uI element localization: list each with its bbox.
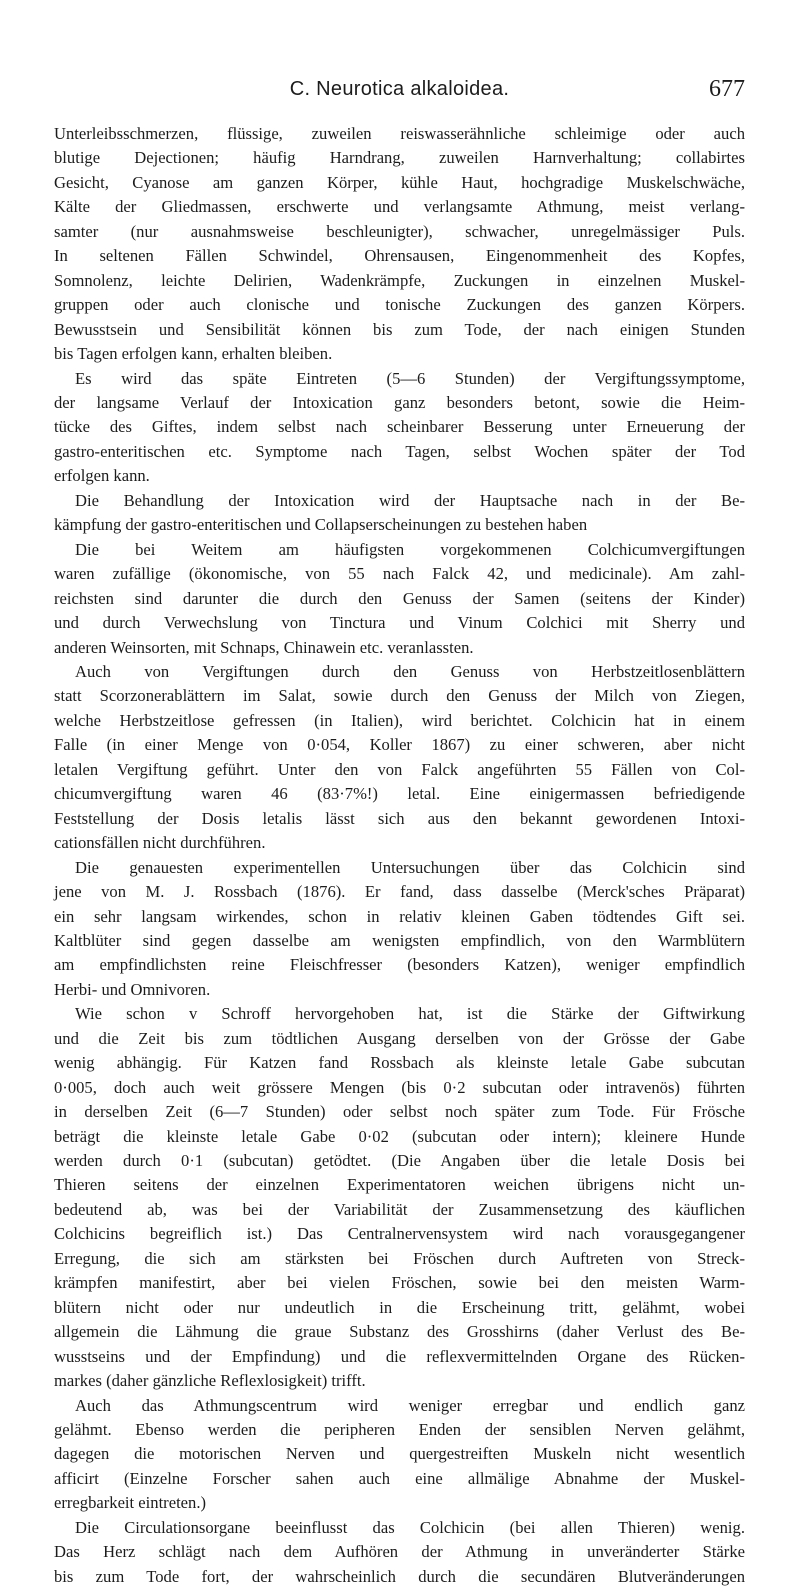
text-line: gastro-enteritischen etc. Symptome nach Tagen, selbst Wochen später der Tod: [54, 441, 745, 461]
text-line: Gesicht, Cyanose am ganzen Körper, kühle Haut, hochgradige Muskelschwäche,: [54, 172, 745, 192]
text-line: Auch von Vergiftungen durch den Genuss von Herbstzeitlosenblättern: [75, 661, 745, 681]
text-line: letalen Vergiftung geführt. Unter den von Falck angeführten 55 Fällen von Col-: [54, 759, 745, 779]
text-line: chicumvergiftung waren 46 (83·7%!) letal. Eine einigermassen befriedigende: [54, 784, 745, 804]
text-line: Falle (in einer Menge von 0·054, Koller 1867) zu einer schweren, aber nicht: [54, 735, 745, 755]
text-line: werden durch 0·1 (subcutan) getödtet. (Die Angaben über die letale Dosis bei: [54, 1151, 745, 1171]
text-line: tücke des Giftes, indem selbst nach scheinbarer Besserung unter Erneuerung der: [54, 417, 745, 437]
text-line: erregbarkeit eintreten.): [54, 1493, 207, 1513]
text-line: Wie schon v Schroff hervorgehoben hat, ist die Stärke der Giftwirkung: [75, 1004, 745, 1024]
page-number: 677: [709, 76, 745, 102]
text-line: welche Herbstzeitlose gefressen (in Italien), wird berichtet. Colchicin hat in einem: [54, 710, 745, 730]
text-line: kämpfung der gastro-enteritischen und Collapserscheinungen zu bestehen haben: [54, 515, 588, 535]
text-line: gelähmt. Ebenso werden die peripheren Enden der sensiblen Nerven gelähmt,: [54, 1420, 745, 1440]
text-line: am empfindlichsten reine Fleischfresser (besonders Katzen), weniger empfindlich: [54, 955, 745, 975]
text-line: Die bei Weitem am häufigsten vorgekommenen Colchicumvergiftungen: [75, 539, 745, 559]
text-line: Thieren seitens der einzelnen Experimentatoren weichen übrigens nicht un-: [54, 1175, 745, 1195]
text-line: 0·005, doch auch weit grössere Mengen (bis 0·2 subcutan oder intravenös) führten: [54, 1077, 745, 1097]
text-line: und durch Verwechslung von Tinctura und Vinum Colchici mit Sherry und: [54, 613, 745, 633]
text-line: und die Zeit bis zum tödtlichen Ausgang derselben von der Grösse der Gabe: [54, 1028, 745, 1048]
text-line: blütern nicht oder nur undeutlich in die Erscheinung tritt, gelähmt, wobei: [54, 1297, 745, 1317]
text-line: samter (nur ausnahmsweise beschleunigter), schwacher, unregelmässiger Puls.: [54, 221, 745, 241]
text-line: Feststellung der Dosis letalis lässt sich aus den bekannt gewordenen Intoxi-: [54, 808, 745, 828]
text-line: gruppen oder auch clonische und tonische Zuckungen des ganzen Körpers.: [54, 295, 745, 315]
text-line: der langsame Verlauf der Intoxication ganz besonders betont, sowie die Heim-: [54, 392, 745, 412]
text-line: statt Scorzonerablättern im Salat, sowie durch den Genuss der Milch von Ziegen,: [54, 686, 745, 706]
text-line: markes (daher gänzliche Reflexlosigkeit) trifft.: [54, 1371, 366, 1391]
text-line: Die genauesten experimentellen Untersuchungen über das Colchicin sind: [75, 857, 745, 877]
text-line: beträgt die kleinste letale Gabe 0·02 (subcutan oder intern); kleinere Hunde: [54, 1126, 745, 1146]
text-line: jene von M. J. Rossbach (1876). Er fand, dass dasselbe (Merck'sches Präparat): [54, 882, 745, 902]
text-line: bis zum Tode fort, der wahrscheinlich durch die secundären Blutveränderungen: [54, 1566, 745, 1586]
text-line: In seltenen Fällen Schwindel, Ohrensausen, Eingenommenheit des Kopfes,: [54, 246, 745, 266]
text-line: blutige Dejectionen; häufig Harndrang, zuweilen Harnverhaltung; collabirtes: [54, 148, 745, 168]
text-line: in derselben Zeit (6—7 Stunden) oder selbst noch später zum Tode. Für Frösche: [54, 1102, 745, 1122]
text-line: Erregung, die sich am stärksten bei Fröschen durch Auftreten von Streck-: [54, 1248, 745, 1268]
section-title: C. Neurotica alkaloidea.: [289, 78, 510, 100]
text-line: Bewusstsein und Sensibilität können bis zum Tode, der nach einigen Stunden: [54, 319, 745, 339]
text-line: anderen Weinsorten, mit Schnaps, Chinawein etc. veranlassten.: [54, 637, 474, 657]
text-line: krämpfen manifestirt, aber bei vielen Fröschen, sowie bei den meisten Warm-: [54, 1273, 745, 1293]
body-text: [54, 122, 745, 1589]
text-line: Auch das Athmungscentrum wird weniger erregbar und endlich ganz: [75, 1395, 745, 1415]
text-line: cationsfällen nicht durchführen.: [54, 833, 266, 853]
text-line: Die Behandlung der Intoxication wird der Hauptsache nach in der Be-: [75, 490, 745, 510]
text-line: wenig abhängig. Für Katzen fand Rossbach als kleinste letale Gabe subcutan: [54, 1053, 745, 1073]
text-line: Die Circulationsorgane beeinflusst das Colchicin (bei allen Thieren) wenig.: [75, 1517, 745, 1537]
text-line: Somnolenz, leichte Delirien, Wadenkrämpfe, Zuckungen in einzelnen Muskel-: [54, 270, 745, 290]
text-line: Herbi- und Omnivoren.: [54, 979, 211, 999]
text-line: dagegen die motorischen Nerven und quergestreiften Muskeln nicht wesentlich: [54, 1444, 745, 1464]
running-header: [54, 78, 745, 112]
text-line: ein sehr langsam wirkendes, schon in relativ kleinen Gaben tödtendes Gift sei.: [54, 906, 745, 926]
text-line: Kälte der Gliedmassen, erschwerte und verlangsamte Athmung, meist verlang-: [54, 197, 745, 217]
text-line: bedeutend ab, was bei der Variabilität der Zusammensetzung des käuflichen: [54, 1199, 745, 1219]
text-line: Kaltblüter sind gegen dasselbe am wenigsten empfindlich, von den Warmblütern: [54, 930, 745, 950]
text-line: Es wird das späte Eintreten (5—6 Stunden) der Vergiftungssymptome,: [75, 368, 745, 388]
text-line: Unterleibsschmerzen, flüssige, zuweilen reiswasserähnliche schleimige oder auch: [54, 124, 745, 143]
text-line: Das Herz schlägt nach dem Aufhören der Athmung in unveränderter Stärke: [54, 1542, 745, 1562]
text-line: allgemein die Lähmung die graue Substanz des Grosshirns (daher Verlust des Be-: [54, 1322, 745, 1342]
text-line: wusstseins und der Empfindung) und die reflexvermittelnden Organe des Rücken-: [54, 1346, 745, 1366]
text-line: Colchicins begreiflich ist.) Das Centralnervensystem wird nach vorausgegangener: [54, 1224, 745, 1244]
text-line: erfolgen kann.: [54, 466, 150, 486]
text-line: afficirt (Einzelne Forscher sahen auch eine allmälige Abnahme der Muskel-: [54, 1468, 745, 1488]
text-line: bis Tagen erfolgen kann, erhalten bleiben.: [54, 344, 333, 364]
text-line: reichsten sind darunter die durch den Genuss der Samen (seitens der Kinder): [54, 588, 745, 608]
text-line: waren zufällige (ökonomische, von 55 nach Falck 42, und medicinale). Am zahl-: [54, 564, 745, 584]
